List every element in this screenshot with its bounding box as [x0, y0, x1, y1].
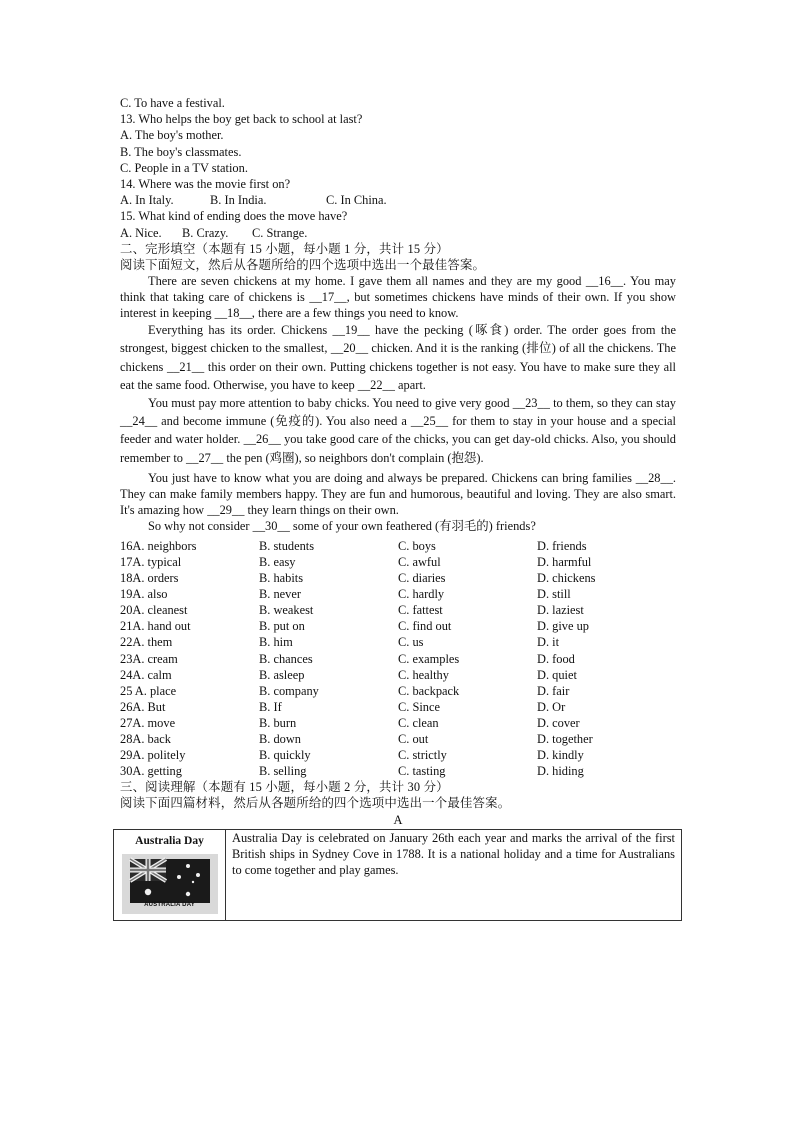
option-row — [120, 667, 676, 683]
exam-page — [120, 95, 676, 921]
option-a: 19A. also — [120, 587, 168, 602]
option-c: C. awful — [398, 554, 441, 569]
australia-day-picture — [114, 829, 226, 920]
option-row — [120, 763, 676, 779]
option-b: B. him — [259, 635, 293, 650]
q14-stem: 14. Where was the movie first on? — [120, 177, 291, 192]
q14-option-c: C. In China. — [326, 193, 387, 208]
cloze-paragraph-2: Everything has its order. Chickens __19__ have the pecking (啄食) order. The order goes from the strongest, biggest chicken to the smallest, __20__ chicken. And it is the ranking (排位) of all the chickens. The chickens __21__ this order on their own. Putting chickens together is not easy. You have to make sure they all eat the same food. Otherwise, you have to keep __22__ apart. — [120, 323, 676, 392]
option-b: B. students — [259, 538, 315, 553]
reading-instruction: 阅读下面四篇材料，然后从各题所给的四个选项中选出一个最佳答案。 — [120, 796, 511, 811]
option-c: C. hardly — [398, 587, 445, 602]
option-d: D. give up — [537, 619, 589, 634]
cloze-paragraph-1: There are seven chickens at my home. I gave them all names and they are my good __16__. You may think that taking care of chickens is __17__, but sometimes chickens have minds of their own. If you show interest in keeping __18__, there are a few things you need to know. — [120, 274, 676, 321]
q13-option-c: C. People in a TV station. — [120, 160, 248, 175]
option-d: D. harmful — [537, 554, 592, 569]
option-a: 28A. back — [120, 731, 171, 746]
option-c: C. find out — [398, 619, 452, 634]
cloze-options — [120, 538, 676, 779]
q15-stem: 15. What kind of ending does the move have? — [120, 209, 348, 224]
q15-option-a: A. Nice. — [120, 225, 162, 240]
option-c: C. us — [398, 635, 424, 650]
option-b: B. company — [259, 683, 319, 698]
option-d: D. it — [537, 635, 560, 650]
option-d: D. hiding — [537, 764, 584, 779]
option-a: 23A. cream — [120, 651, 178, 666]
option-b: B. put on — [259, 619, 305, 634]
option-d: D. food — [537, 651, 575, 666]
option-d: D. kindly — [537, 748, 584, 763]
option-a: 26A. But — [120, 699, 166, 714]
option-b: B. weakest — [259, 603, 314, 618]
australian-flag-image — [122, 854, 218, 914]
option-b: B. If — [259, 699, 282, 714]
option-b: B. selling — [259, 764, 307, 779]
option-b: B. asleep — [259, 667, 305, 682]
option-a: 17A. typical — [120, 554, 182, 569]
option-c: C. fattest — [398, 603, 443, 618]
option-c: C. clean — [398, 715, 439, 730]
option-a: 27A. move — [120, 715, 176, 730]
option-b: B. habits — [259, 571, 304, 586]
cloze-paragraph-4: You just have to know what you are doing and always be prepared. Chickens can bring families __28__. They can make family members happy. They are fun and humorous, beautiful and loving. They are also smart. It's amazing how __29__ they learn things on their own. — [120, 470, 676, 517]
option-row — [120, 634, 676, 650]
cloze-instruction: 阅读下面短文，然后从各题所给的四个选项中选出一个最佳答案。 — [120, 258, 486, 273]
q15-option-c: C. Strange. — [252, 225, 308, 240]
option-b: B. easy — [259, 554, 296, 569]
option-c: C. examples — [398, 651, 460, 666]
option-b: B. never — [259, 587, 301, 602]
option-c: C. backpack — [398, 683, 460, 698]
option-c: C. tasting — [398, 764, 446, 779]
option-d: D. fair — [537, 683, 570, 698]
q13-option-a: A. The boy's mother. — [120, 128, 224, 143]
option-b: B. burn — [259, 715, 297, 730]
option-row — [120, 586, 676, 602]
option-b: B. down — [259, 731, 301, 746]
option-a: 18A. orders — [120, 571, 179, 586]
q15-option-b: B. Crazy. — [182, 225, 229, 240]
australia-day-box — [113, 829, 682, 921]
cloze-paragraph-5: So why not consider __30__ some of your own feathered (有羽毛的) friends? — [148, 518, 536, 533]
option-d: D. laziest — [537, 603, 584, 618]
passage-label: A — [393, 812, 403, 827]
q14-option-b: B. In India. — [210, 193, 267, 208]
option-d: D. quiet — [537, 667, 577, 682]
option-b: B. chances — [259, 651, 313, 666]
option-a: 16A. neighbors — [120, 538, 197, 553]
reading-section-title: 三、阅读理解（本题有 15 小题，每小题 2 分，共计 30 分） — [120, 780, 449, 795]
q13-option-b: B. The boy's classmates. — [120, 144, 242, 159]
cloze-section-title: 二、完形填空（本题有 15 小题，每小题 1 分，共计 15 分） — [120, 241, 449, 256]
option-a: 21A. hand out — [120, 619, 191, 634]
option-a: 25 A. place — [120, 683, 177, 698]
option-c: C. out — [398, 731, 429, 746]
option-d: D. cover — [537, 715, 580, 730]
option-d: D. together — [537, 731, 593, 746]
picture-title: Australia Day — [135, 834, 204, 847]
option-a: 30A. getting — [120, 764, 182, 779]
cloze-paragraph-3: You must pay more attention to baby chicks. You need to give very good __23__ to them, so they can stay __24__ and become immune (免疫的). You also need a __25__ for them to stay in your house and a special feeder and water holder. __26__ you take good care of the chicks, you can get day-old chicks. Also, you should remember to __27__ the pen (鸡圈), so neighbors don't complain (抱怨). — [120, 396, 676, 465]
option-a: 22A. them — [120, 635, 173, 650]
option-d: D. Or — [537, 699, 566, 714]
option-d: D. chickens — [537, 571, 596, 586]
option-c: C. boys — [398, 538, 436, 553]
picture-caption: AUSTRALIA DAY — [144, 901, 195, 908]
option-row — [120, 651, 676, 667]
option-row — [120, 554, 676, 570]
option-a: 29A. politely — [120, 748, 186, 763]
option-row — [120, 570, 676, 586]
option-a: 20A. cleanest — [120, 603, 188, 618]
option-a: 24A. calm — [120, 667, 172, 682]
q13-stem: 13. Who helps the boy get back to school at last? — [120, 112, 363, 127]
q14-option-a: A. In Italy. — [120, 193, 174, 208]
option-row — [120, 618, 676, 634]
option-row — [120, 602, 676, 618]
option-c: C. strictly — [398, 748, 447, 763]
q12-option-c: C. To have a festival. — [120, 96, 225, 110]
option-row — [120, 747, 676, 763]
option-row — [120, 683, 676, 699]
option-d: D. still — [537, 587, 571, 602]
option-c: C. Since — [398, 699, 440, 714]
option-c: C. healthy — [398, 667, 449, 682]
option-d: D. friends — [537, 538, 587, 553]
option-row — [120, 731, 676, 747]
australia-day-text: Australia Day is celebrated on January 26th each year and marks the arrival of the first British ships in Sydney Cove in 1788. It is a national holiday and a time for Australians to come together and play games. — [226, 829, 682, 920]
option-row — [120, 699, 676, 715]
option-c: C. diaries — [398, 571, 446, 586]
q14-options — [120, 192, 676, 208]
option-b: B. quickly — [259, 748, 311, 763]
option-row — [120, 538, 676, 554]
q15-options — [120, 225, 676, 241]
option-row — [120, 715, 676, 731]
